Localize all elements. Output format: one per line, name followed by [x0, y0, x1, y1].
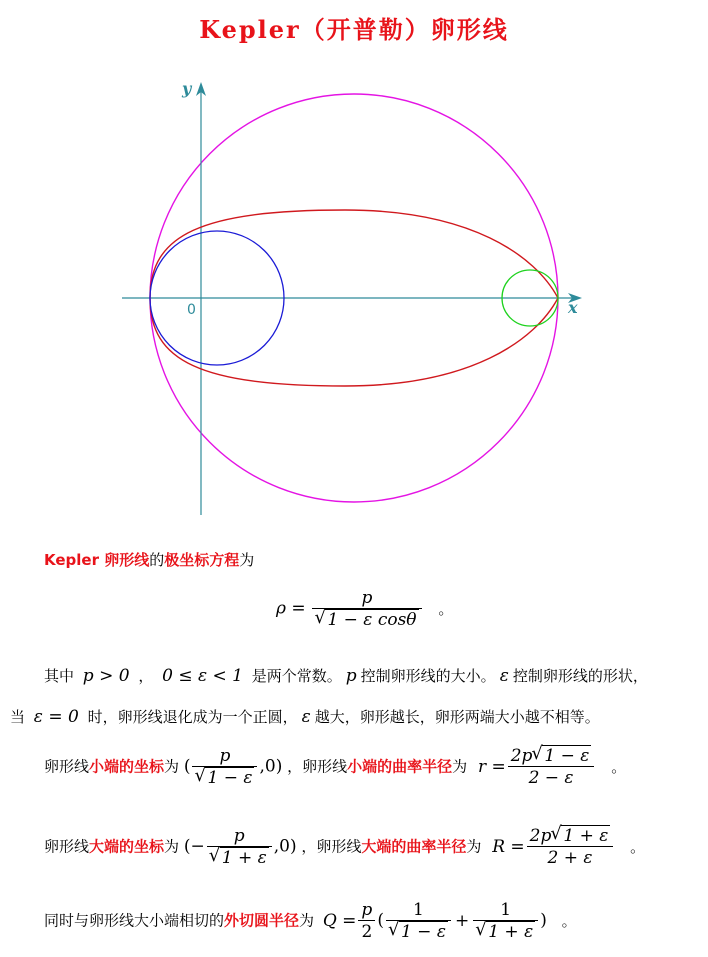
red-large-end-coord: 大端的坐标	[89, 837, 165, 856]
intro-text: 的	[149, 551, 165, 569]
outer-circle-line	[44, 900, 704, 942]
frac-den: 2 + ε	[527, 846, 614, 868]
plus: +	[454, 910, 470, 931]
text-segment: 为	[164, 757, 180, 776]
paren: )	[540, 910, 547, 931]
period: 。	[630, 837, 646, 856]
frac-den: 1 − ε	[400, 922, 446, 942]
text-segment: 控制卵形线的形状，	[512, 667, 648, 685]
text-segment: 为	[299, 911, 315, 930]
formula-numerator: p	[361, 588, 373, 608]
small-end-radius-frac	[508, 746, 595, 788]
q-lhs: Q =	[322, 910, 357, 931]
text-segment: 为	[466, 837, 482, 856]
intro-text-2: 为	[239, 551, 255, 569]
degenerate-line	[10, 706, 700, 727]
small-end-coord-frac	[192, 746, 257, 788]
frac-num: p	[219, 746, 231, 766]
q-frac-2	[473, 900, 538, 942]
paren: (	[183, 756, 191, 777]
page-title: Kepler（开普勒）卵形线	[199, 15, 509, 44]
red-small-end-radius: 小端的曲率半径	[347, 757, 453, 776]
frac-num: 1	[413, 900, 424, 920]
intro-red-polar: 极坐标方程	[164, 551, 240, 569]
symbol-eps: ε	[301, 707, 311, 727]
condition-eps: 0 ≤ ε < 1	[162, 666, 243, 686]
large-end-coord-frac	[207, 826, 272, 868]
constants-line	[44, 665, 704, 686]
q-frac-1	[386, 900, 451, 942]
red-large-end-radius: 大端的曲率半径	[361, 837, 467, 856]
frac-den: 1 + ε	[221, 848, 267, 868]
formula-lhs: ρ =	[276, 598, 306, 619]
frac-den: 1 + ε	[488, 922, 534, 942]
y-axis-label: y	[182, 79, 192, 98]
polar-equation	[276, 588, 576, 630]
text-segment: 当	[10, 708, 26, 726]
symbol-eps: ε	[499, 666, 509, 686]
text-segment: ，卵形线	[287, 757, 348, 776]
symbol-p: p	[345, 666, 357, 686]
small-end-line	[44, 746, 704, 788]
red-outer-radius: 外切圆半径	[224, 911, 300, 930]
frac-num-rad: 1 + ε	[563, 826, 609, 846]
large-end-radius-frac	[527, 826, 614, 868]
intro-red-kepler: Kepler 卵形线	[44, 551, 150, 569]
formula-fraction	[312, 588, 421, 630]
period: 。	[561, 911, 577, 930]
formula-period: 。	[438, 599, 454, 618]
text-segment: 是两个常数。	[251, 667, 342, 685]
paren: ,0)	[273, 836, 297, 857]
frac-den: 1 − ε	[207, 768, 253, 788]
r-lhs: R =	[492, 836, 525, 857]
text-segment: 越大，卵形越长，卵形两端大小越不相等。	[314, 708, 600, 726]
paren: ,0)	[259, 756, 283, 777]
text-segment: ，卵形线	[301, 837, 362, 856]
condition-eps-zero: ε = 0	[33, 707, 79, 727]
text-segment: ，	[138, 667, 154, 685]
formula-denominator: 1 − ε cosθ	[327, 610, 417, 630]
frac-num: 2p	[510, 746, 533, 766]
r-lhs: r =	[477, 756, 506, 777]
frac-num: 2p	[529, 826, 552, 846]
text-segment: 为	[164, 837, 180, 856]
intro-line	[44, 549, 644, 570]
text-segment: 同时与卵形线大小端相切的	[44, 911, 225, 930]
condition-p: p > 0	[82, 666, 130, 686]
red-small-end-coord: 小端的坐标	[89, 757, 165, 776]
frac-num-rad: 1 − ε	[544, 746, 590, 766]
text-segment: 时，卵形线退化成为一个正圆，	[87, 708, 298, 726]
text-segment: 其中	[44, 667, 75, 685]
origin-label: 0	[187, 302, 196, 318]
frac-num: p	[361, 900, 373, 920]
large-end-line	[44, 826, 704, 868]
frac-num: p	[233, 826, 245, 846]
period: 。	[611, 757, 627, 776]
q-p-over-2	[358, 900, 375, 942]
text-segment: 控制卵形线的大小。	[360, 667, 496, 685]
text-segment: 为	[452, 757, 468, 776]
text-segment: 卵形线	[44, 757, 90, 776]
x-axis-label: x	[568, 298, 578, 317]
frac-den: 2	[358, 920, 375, 942]
text-segment: 卵形线	[44, 837, 90, 856]
frac-den: 2 − ε	[508, 766, 595, 788]
paren: (	[377, 910, 384, 931]
frac-num: 1	[500, 900, 512, 920]
paren: (−	[183, 836, 205, 857]
